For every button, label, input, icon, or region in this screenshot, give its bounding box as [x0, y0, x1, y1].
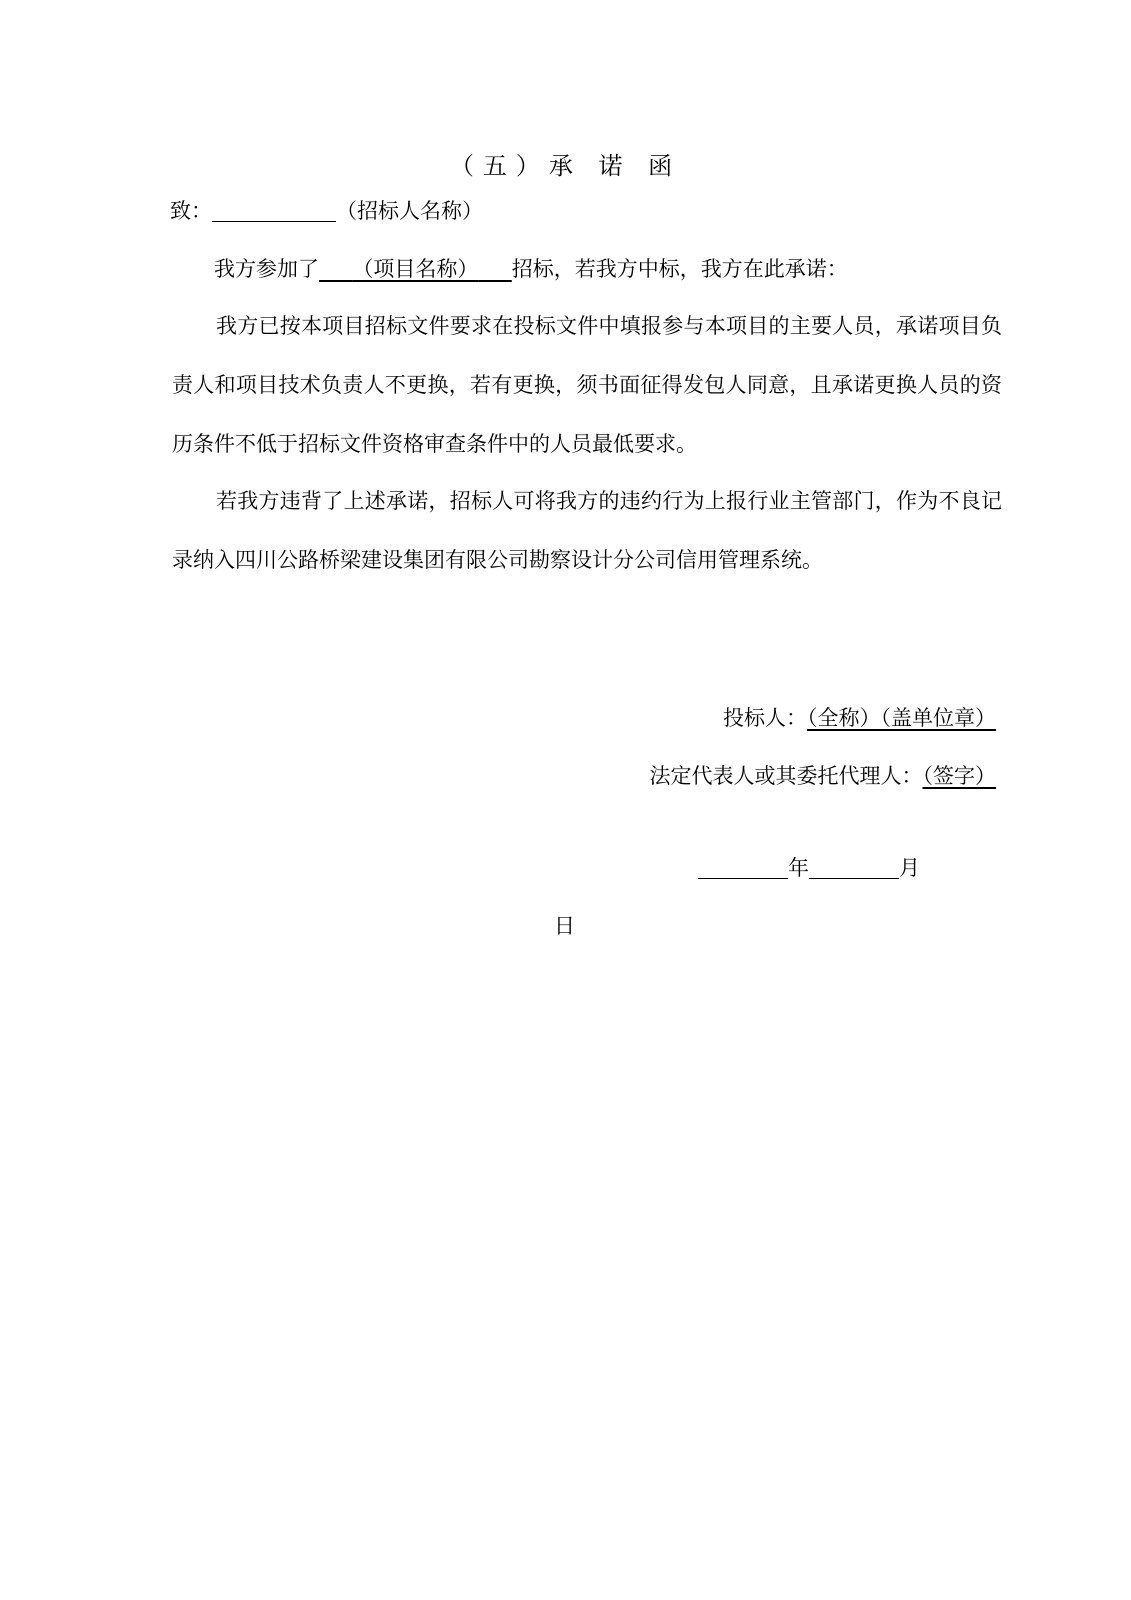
project-name-text: （项目名称）: [352, 257, 479, 281]
project-name-field: [319, 257, 512, 281]
day-label: 日: [554, 914, 575, 938]
bidder-label: 投标人：: [723, 706, 807, 730]
intro-suffix: 招标，若我方中标，我方在此承诺：: [511, 257, 848, 281]
month-blank: [809, 856, 899, 879]
month-label: 月: [899, 856, 920, 880]
year-label: 年: [788, 856, 809, 880]
intro-prefix: 我方参加了: [214, 257, 319, 281]
addressee-suffix: （招标人名称）: [336, 199, 483, 223]
addressee-prefix: 致：: [170, 199, 212, 223]
commitment-paragraph-1: 我方已按本项目招标文件要求在投标文件中填报参与本项目的主要人员，承诺项目负责人和项目技术负责人不更换，若有更换，须书面征得发包人同意，且承诺更换人员的资历条件不低于招标文件资格审查条件中的人员最低要求。: [172, 314, 1002, 456]
representative-signature-line: [650, 761, 997, 791]
date-line: [698, 853, 920, 883]
bidder-value: （全称）（盖单位章）: [807, 706, 996, 730]
bidder-signature-line: [723, 703, 996, 733]
addressee-line: [170, 196, 483, 226]
representative-label: 法定代表人或其委托代理人：: [649, 764, 923, 788]
intro-line: [214, 254, 848, 284]
addressee-blank: [212, 199, 336, 222]
year-blank: [698, 856, 788, 879]
document-title: （五）承 诺 函: [449, 152, 682, 180]
representative-value: （签字）: [922, 764, 996, 788]
commitment-paragraph-2: 若我方违背了上述承诺，招标人可将我方的违约行为上报行业主管部门，作为不良记录纳入四川公路桥梁建设集团有限公司勘察设计分公司信用管理系统。: [172, 489, 1002, 572]
